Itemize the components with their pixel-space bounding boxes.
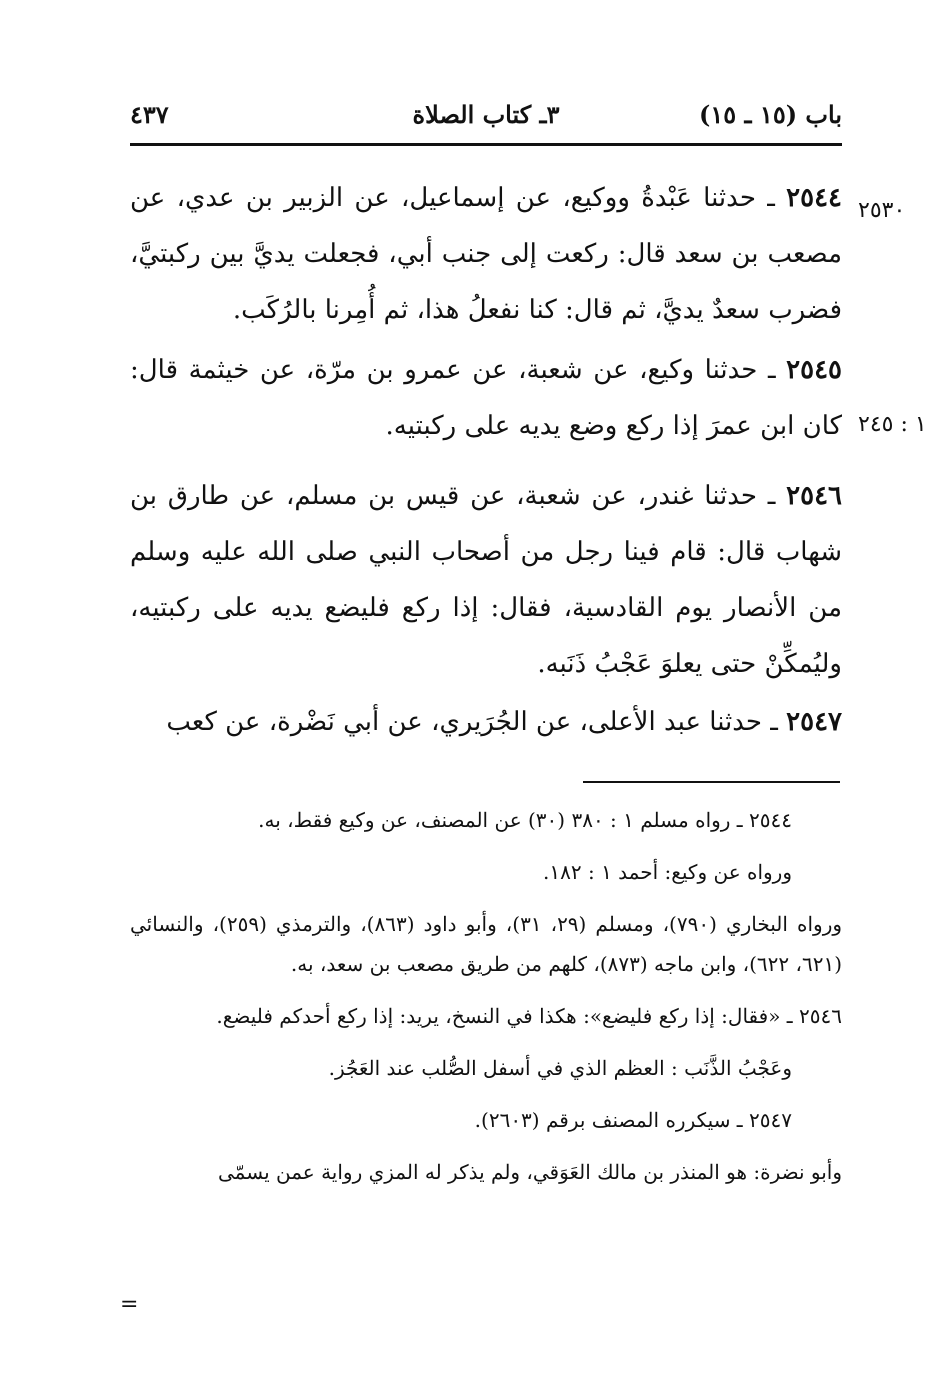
footnote: ٢٥٤٦ ـ «فقال: إذا ركع فليضع»: هكذا في النسخ، يريد: إذا ركع أحدكم فليضع. (216, 1004, 842, 1028)
hadith-text: ـ حدثنا عبد الأعلى، عن الجُرَيري، عن أبي نَضْرة، عن كعب (166, 707, 787, 737)
footnote-rule (583, 781, 840, 783)
hadith-2546 (130, 468, 842, 692)
footnote: ورواه البخاري (٧٩٠)، ومسلم (٢٩، ٣١)، وأبو داود (٨٦٣)، والترمذي (٢٥٩)، والنسائي (٦٢١، ٦٢٢)، وابن ماجه (٨٧٣)، كلهم من طريق مصعب بن سعد، به. (130, 912, 843, 976)
hadith-2547 (130, 694, 842, 750)
hadith-text: ـ حدثنا عَبْدةُ ووكيع، عن إسماعيل، عن الزبير بن عدي، عن مصعب بن سعد قال: ركعت إلى جنب أبي، فجعلت يديَّ بين ركبتيَّ، فضرب سعدٌ يديَّ، ثم قال: كنا نفعلُ هذا، ثم أُمِرنا بالرُكَب. (130, 183, 842, 325)
margin-reference: ١ : ٢٤٥ (858, 412, 927, 437)
footnote: ورواه عن وكيع: أحمد ١ : ١٨٢. (543, 860, 792, 884)
hadith-text: ـ حدثنا وكيع، عن شعبة، عن عمرو بن مرّة، عن خيثمة قال: كان ابن عمرَ إذا ركع وضع يديه على ركبتيه. (130, 355, 842, 441)
page-number: ٤٣٧ (130, 100, 169, 129)
footnote: ٢٥٤٧ ـ سيكرره المصنف برقم (٢٦٠٣). (474, 1108, 792, 1132)
margin-reference: ٢٥٣٠ (858, 198, 906, 223)
hadith-2545 (130, 342, 842, 454)
book-title: ٣ـ كتاب الصلاة (412, 100, 560, 129)
page-header (130, 96, 842, 140)
hadith-number: ٢٥٤٤ (786, 183, 842, 213)
hadith-text: ـ حدثنا غندر، عن شعبة، عن قيس بن مسلم، عن طارق بن شهاب قال: قام فينا رجل من أصحاب النبي صلى الله عليه وسلم من الأنصار يوم القادسية، فقال: إذا ركع فليضع يديه على ركبتيه، وليُمكِّنْ حتى يعلوَ عَجْبُ ذَنَبه. (130, 481, 842, 679)
hadith-2544 (130, 170, 842, 338)
chapter-heading: باب (١٥ ـ ١٥) (699, 100, 842, 129)
hadith-number: ٢٥٤٥ (786, 355, 842, 385)
footnote: وعَجْبُ الذَّنَب : العظم الذي في أسفل الصُّلب عند العَجُز. (328, 1056, 792, 1080)
footnote: ٢٥٤٤ ـ رواه مسلم ١ : ٣٨٠ (٣٠) عن المصنف، عن وكيع فقط، به. (258, 808, 792, 832)
hadith-number: ٢٥٤٦ (786, 481, 842, 511)
footnotes (130, 800, 842, 1204)
continuation-mark: = (120, 1292, 139, 1317)
hadith-number: ٢٥٤٧ (786, 707, 842, 737)
footnote: وأبو نضرة: هو المنذر بن مالك العَوَقي، ولم يذكر له المزي رواية عمن يسمّى (218, 1160, 842, 1184)
header-rule (130, 143, 842, 146)
